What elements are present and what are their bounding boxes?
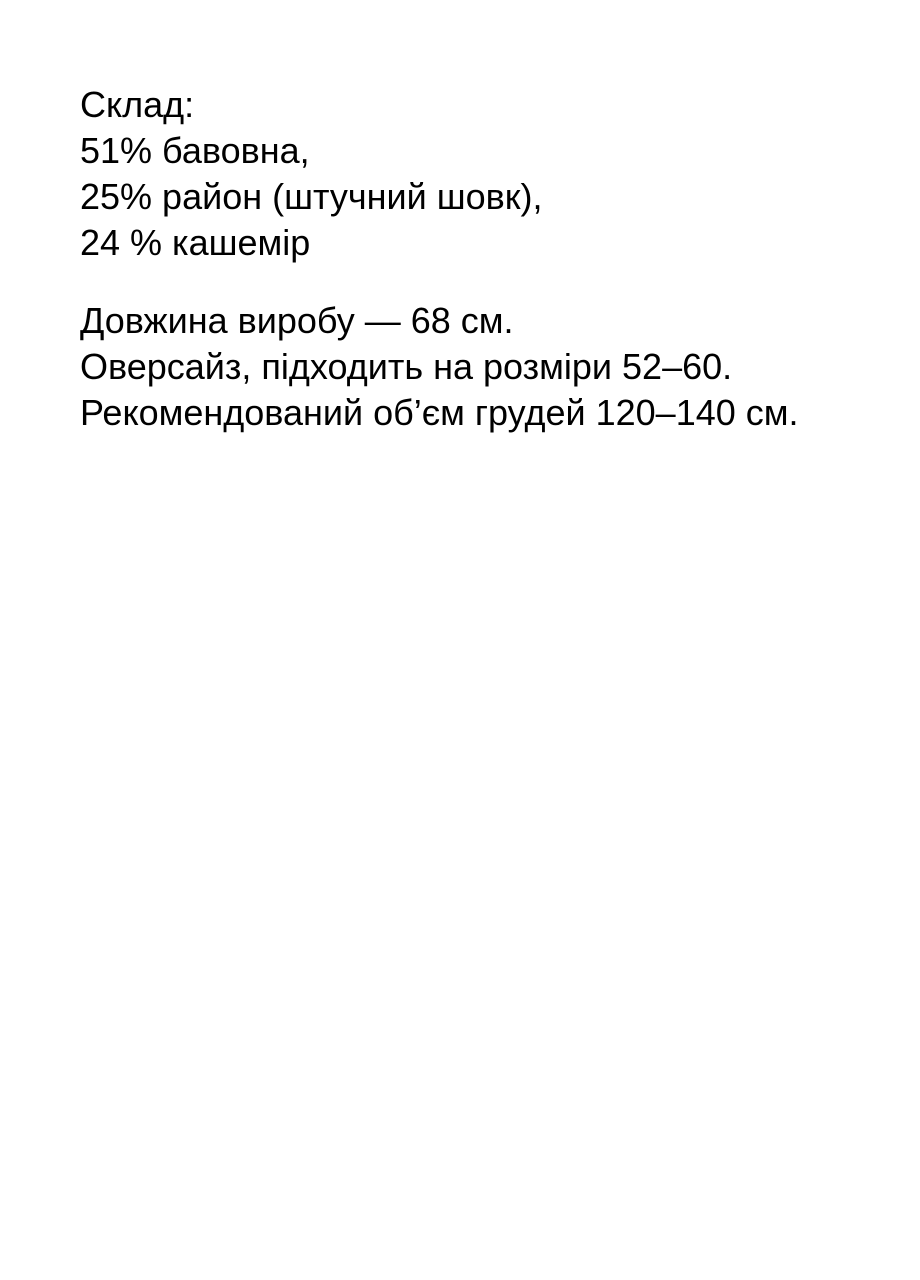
fit-size-range: Оверсайз, підходить на розміри 52–60. — [80, 346, 733, 387]
composition-item: 51% бавовна, — [80, 130, 310, 171]
section-spacer — [80, 266, 900, 298]
product-description — [80, 82, 900, 436]
composition-item: 25% район (штучний шовк), — [80, 176, 543, 217]
composition-heading: Склад: — [80, 84, 195, 125]
composition-item: 24 % кашемір — [80, 222, 311, 263]
composition-section — [80, 82, 900, 266]
product-length: Довжина виробу — 68 см. — [80, 300, 514, 341]
recommended-chest: Рекомендований об’єм грудей 120–140 см. — [80, 392, 799, 433]
details-section — [80, 298, 900, 436]
